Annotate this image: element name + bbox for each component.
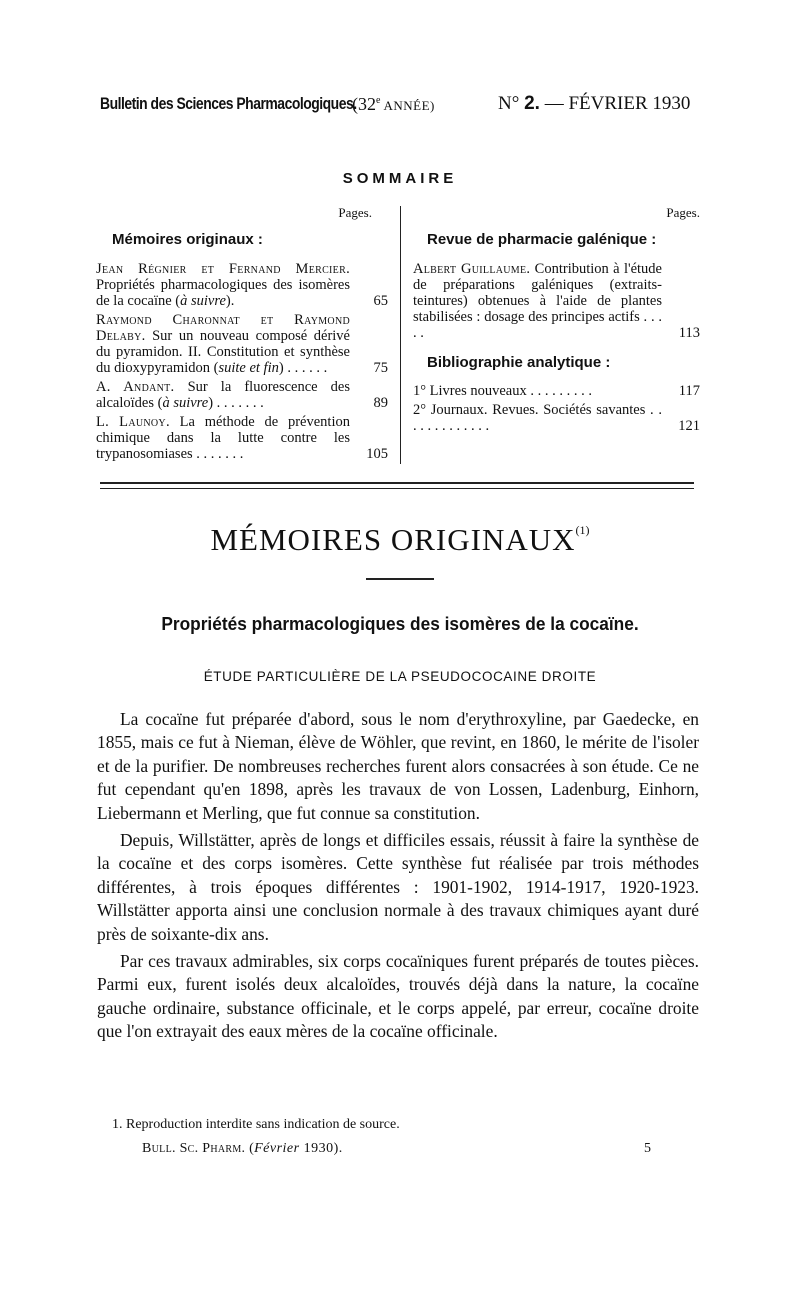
section-title-bibliographie: Bibliographie analytique :: [427, 354, 611, 371]
article-body: [97, 708, 699, 1048]
issue-date: N° 2. — FÉVRIER 1930: [498, 93, 691, 114]
toc-entry: Jean Régnier et Fernand Mercier. Propriétés pharmacologiques des isomères de la cocaïne (à suivre). 65: [96, 261, 388, 309]
title-underline: [366, 578, 434, 580]
toc-entry: 2° Journaux. Revues. Sociétés savantes . . . . . . . . . . . . . 121: [413, 402, 700, 434]
toc-entry: Albert Guillaume. Contribution à l'étude de préparations galéniques (extraits-teintures) obtenues à l'aide de plantes stabilisées : dosage des principes actifs . . . . . 113: [413, 261, 700, 341]
sommaire-right-column: [413, 205, 700, 437]
separator-rule: [100, 482, 694, 484]
article-title: Propriétés pharmacologiques des isomères de la cocaïne.: [161, 614, 639, 634]
article-subtitle: ÉTUDE PARTICULIÈRE DE LA PSEUDOCOCAINE DROITE: [203, 669, 597, 684]
section-heading: MÉMOIRES ORIGINAUX$^{(1)}$: [210, 522, 590, 557]
separator-rule: [100, 488, 694, 489]
footnote: 1. Reproduction interdite sans indication de source.: [112, 1117, 400, 1132]
paragraph: Depuis, Willstätter, après de longs et difficiles essais, réussit à faire la synthèse de la cocaïne et des corps isomères. Cette synthèse fut réalisée par trois méthodes différentes, à trois époques différentes : 1901-1902, 1914-1917, 1920-1923. Willstätter apporta ainsi une conclusion normale à des travaux chimiques ayant duré près de soixante-dix ans.: [97, 830, 699, 944]
section-title-memoires: Mémoires originaux :: [112, 231, 263, 248]
sommaire-heading: SOMMAIRE: [342, 170, 458, 187]
toc-page-number: 75: [373, 360, 388, 376]
toc-page-number: 65: [373, 293, 388, 309]
pages-label: Pages.: [666, 205, 700, 220]
toc-page-number: 113: [678, 325, 700, 341]
toc-entry: Raymond Charonnat et Raymond Delaby. Sur un nouveau composé dérivé du pyramidon. II. Constitution et synthèse du dioxypyramidon (suite et fin) . . . . . . 75: [96, 312, 388, 376]
sommaire-left-column: [96, 205, 388, 465]
toc-page-number: 121: [678, 418, 700, 434]
toc-page-number: 105: [366, 446, 388, 462]
toc-entry: A. Andant. Sur la fluorescence des alcaloïdes (à suivre) . . . . . . . 89: [96, 379, 388, 411]
page-number: 5: [644, 1141, 651, 1156]
toc-page-number: 89: [373, 395, 388, 411]
journal-title: Bulletin des Sciences Pharmacologiques.: [100, 94, 357, 113]
section-title-revue: Revue de pharmacie galénique :: [427, 231, 657, 248]
volume-year: (32e ANNÉE): [352, 94, 435, 114]
toc-entry: L. Launoy. La méthode de prévention chimique dans la lutte contre les trypanosomiases . . . . . . . 105: [96, 414, 388, 462]
toc-page-number: 117: [678, 383, 700, 399]
toc-entry: 1° Livres nouveaux . . . . . . . . . 117: [413, 383, 700, 399]
pages-label: Pages.: [338, 205, 372, 220]
footer-citation: Bull. Sc. Pharm. (Février 1930).: [142, 1141, 343, 1156]
footnote-marker: (1): [575, 523, 590, 537]
paragraph: Par ces travaux admirables, six corps cocaïniques furent préparés de toutes pièces. Parmi eux, furent isolés deux alcaloïdes, trouvés déjà dans la nature, la cocaïne gauche ordinaire, substance officinale, et le corps appelé, par erreur, cocaïne droite que l'on extrayait des eaux mères de la cocaïne officinale.: [97, 951, 699, 1042]
paragraph: La cocaïne fut préparée d'abord, sous le nom d'erythroxyline, par Gaedecke, en 1855, mais ce fut à Nieman, élève de Wöhler, que revint, en 1860, le mérite de l'isoler et de la purifier. De nombreuses recherches furent alors consacrées à son étude. Ce ne fut cependant qu'en 1898, après les travaux de von Lossen, Ladenburg, Einhorn, Liebermann et Merling, que fut connue sa constitution.: [97, 709, 699, 823]
column-divider: [400, 206, 401, 464]
